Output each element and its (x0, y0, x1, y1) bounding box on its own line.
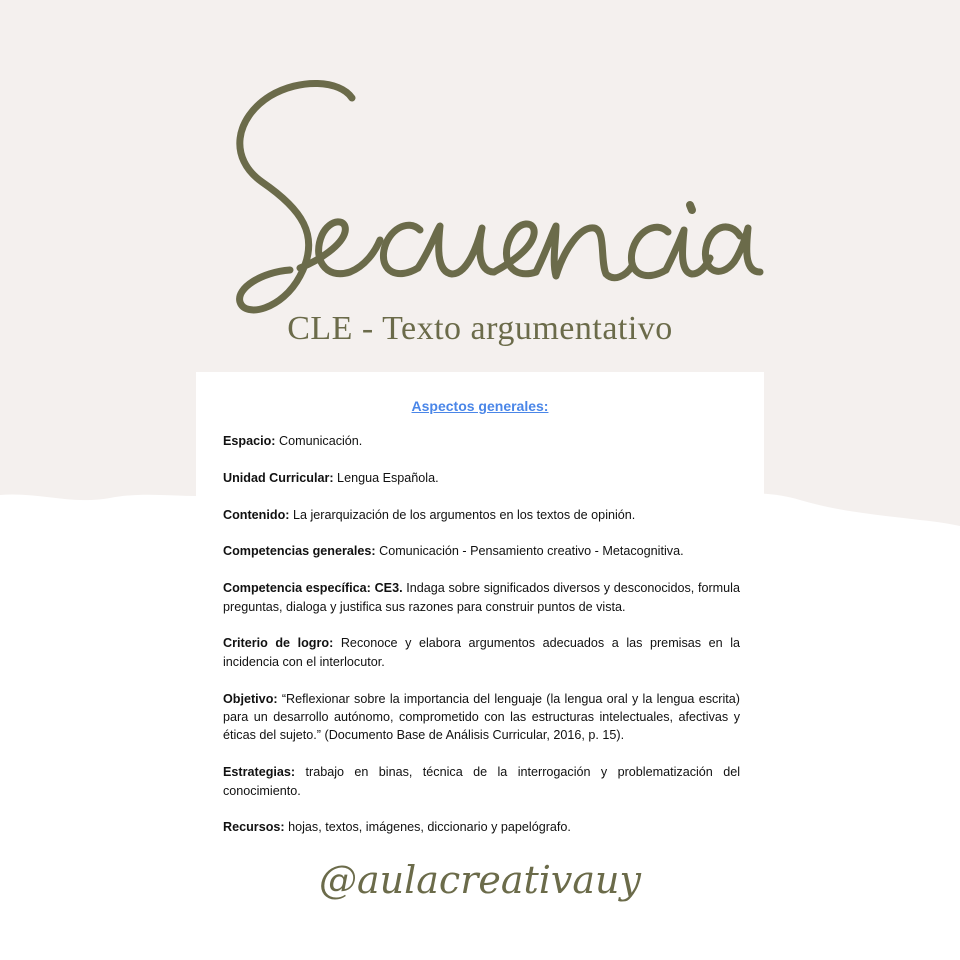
field-label: Criterio de logro: (223, 636, 334, 651)
field-unidad-curricular (223, 469, 740, 487)
field-objetivo (223, 690, 740, 745)
subtitle: CLE - Texto argumentativo (287, 310, 673, 347)
field-value: “Reflexionar sobre la importancia del lenguaje (la lengua oral y la lengua escrita) para un desarrollo autónomo, comprometido con las estructuras intelectuales, afectivas y éticas del sujeto.” (Documento Base de Análisis Curricular, 2016, p. 15). (223, 691, 740, 743)
document-body (223, 432, 740, 855)
field-competencia-especifica (223, 579, 740, 616)
field-label: Unidad Curricular: (223, 470, 334, 485)
field-value: Reconoce y elabora argumentos adecuados a las premisas en la incidencia con el interlocutor. (223, 636, 741, 669)
field-value: trabajo en binas, técnica de la interrogación y problematización del conocimiento. (223, 765, 740, 798)
field-contenido (223, 506, 740, 524)
field-label: Estrategias: (223, 765, 296, 780)
field-value: La jerarquización de los argumentos en los textos de opinión. (289, 507, 636, 522)
field-label: Competencias generales: (223, 544, 376, 559)
field-label: Recursos: (223, 820, 285, 835)
field-value: Comunicación. (275, 434, 363, 448)
field-value: Comunicación - Pensamiento creativo - Metacognitiva. (375, 544, 684, 559)
field-criterio-de-logro (223, 634, 740, 671)
script-title (0, 40, 960, 330)
field-value: Lengua Española. (333, 470, 439, 485)
social-handle: @aulacreativauy (318, 858, 642, 902)
field-estrategias (223, 763, 740, 800)
field-label: Contenido: (223, 507, 290, 522)
field-label: Objetivo: (223, 691, 278, 706)
field-competencias-generales (223, 542, 740, 560)
field-espacio (223, 432, 740, 450)
field-label: Competencia específica: CE3. (223, 581, 403, 596)
field-label: Espacio: (223, 434, 276, 448)
field-value: Indaga sobre significados diversos y desconocidos, formula preguntas, dialoga y justifica sus razones para construir puntos de vista. (223, 581, 740, 614)
field-value: hojas, textos, imágenes, diccionario y papelógrafo. (284, 820, 571, 835)
document-heading: Aspectos generales: (411, 398, 549, 414)
document-card (196, 372, 764, 854)
field-recursos (223, 818, 740, 836)
